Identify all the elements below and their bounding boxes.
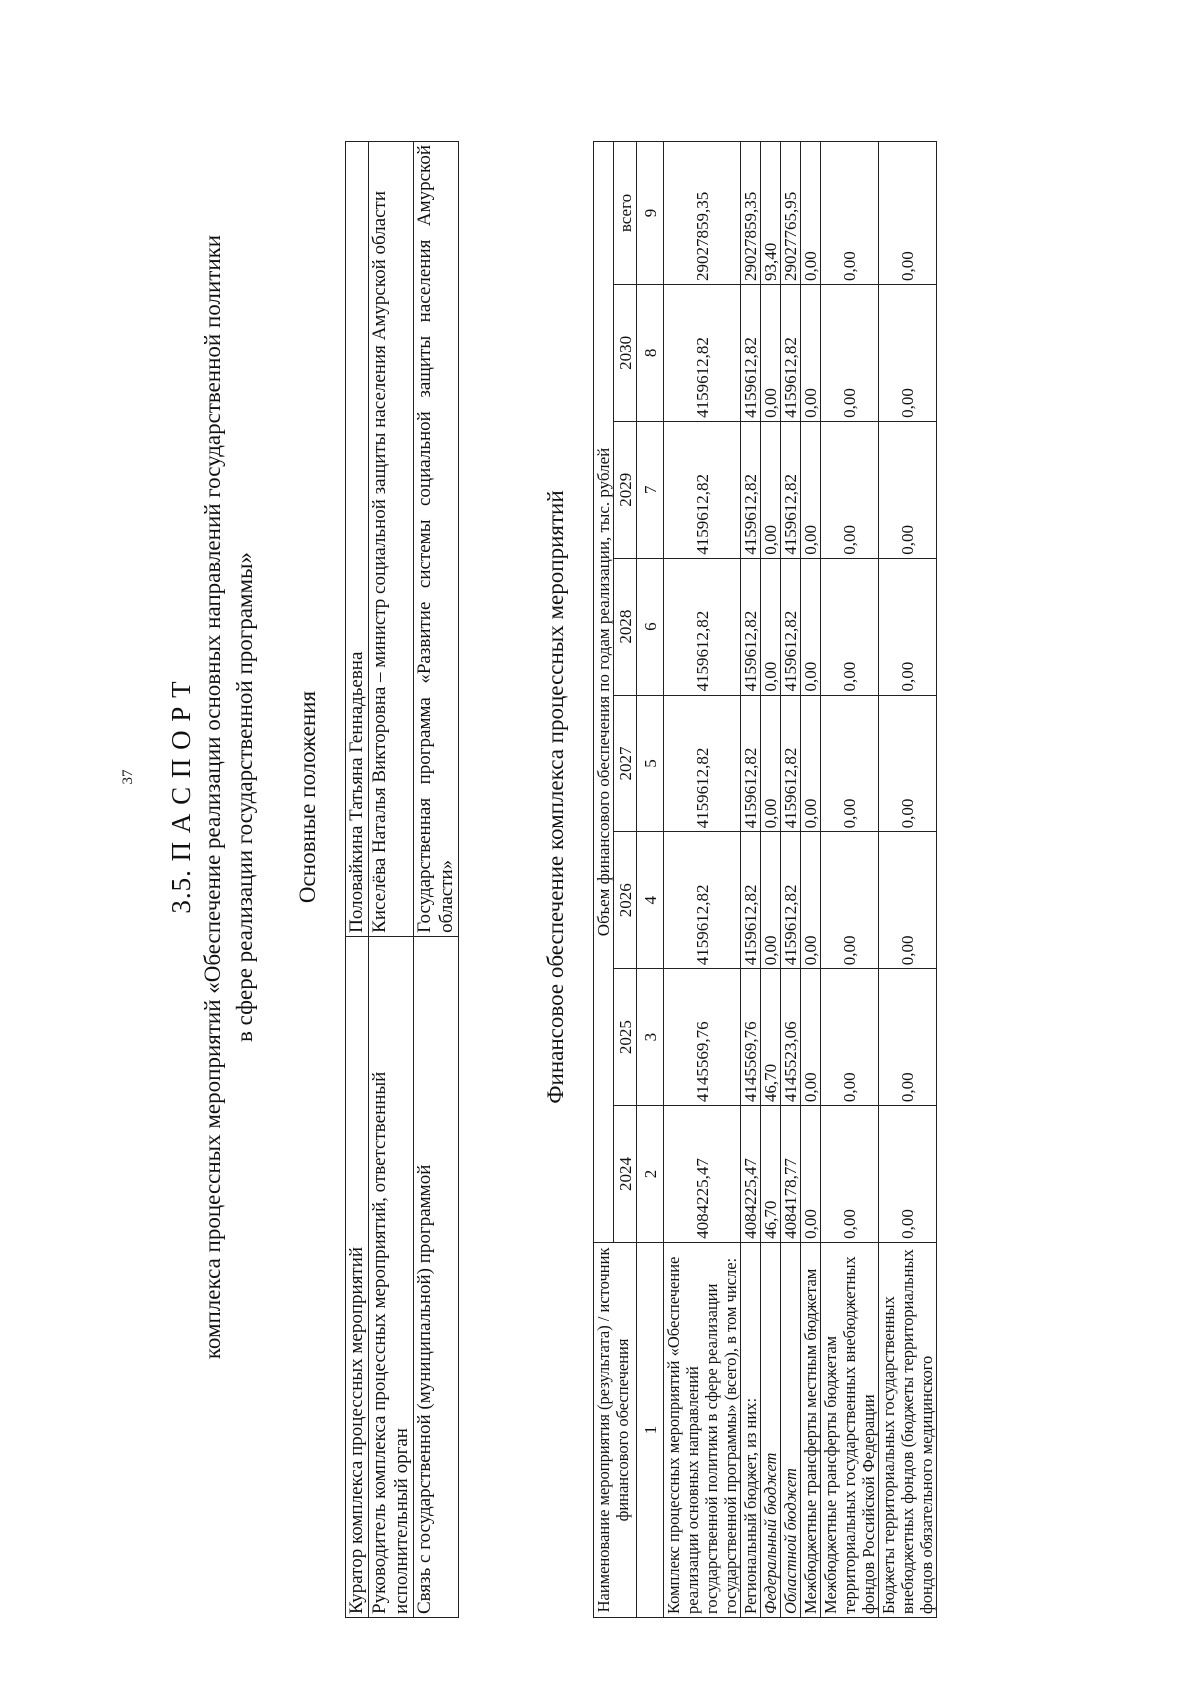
table-row <box>741 142 761 1618</box>
value-cell: 4159612,82 <box>664 285 741 422</box>
row-value: Киселёва Наталья Викторовна – министр социальной защиты населения Амурской области <box>369 142 414 937</box>
table-row <box>369 142 414 1618</box>
table-row <box>414 142 459 1618</box>
value-cell: 4159612,82 <box>741 832 761 969</box>
value-cell: 4159612,82 <box>781 832 801 969</box>
value-cell: 0,00 <box>821 558 879 695</box>
value-cell: 0,00 <box>821 421 879 558</box>
value-cell: 4159612,82 <box>741 285 761 422</box>
value-cell: 0,00 <box>801 421 821 558</box>
basic-provisions-table <box>345 141 459 1618</box>
value-cell: 0,00 <box>821 969 879 1106</box>
value-cell: 4159612,82 <box>664 421 741 558</box>
value-cell: 4159612,82 <box>741 421 761 558</box>
value-cell: 46,70 <box>761 1106 781 1243</box>
value-cell: 0,00 <box>879 832 937 969</box>
table-row <box>781 142 801 1618</box>
index-row <box>637 142 664 1618</box>
value-cell: 4084225,47 <box>664 1106 741 1243</box>
value-cell: 0,00 <box>801 969 821 1106</box>
index-cell: 1 <box>637 1242 664 1617</box>
table-row <box>879 142 937 1618</box>
value-cell: 4159612,82 <box>781 421 801 558</box>
value-cell: 0,00 <box>821 695 879 832</box>
row-name: Межбюджетные трансферты местным бюджетам <box>801 1242 821 1617</box>
value-cell: 0,00 <box>821 1106 879 1243</box>
value-cell: 93,40 <box>761 142 781 285</box>
value-cell: 4159612,82 <box>781 695 801 832</box>
index-cell: 7 <box>637 421 664 558</box>
value-cell: 4159612,82 <box>664 695 741 832</box>
value-cell: 0,00 <box>879 142 937 285</box>
value-cell: 4159612,82 <box>781 558 801 695</box>
year-cell: 2029 <box>614 421 637 558</box>
title-subtitle-line1: комплекса процессных мероприятий «Обеспечение реализации основных направлений государственной политики <box>200 234 225 1360</box>
value-cell: 0,00 <box>761 421 781 558</box>
header-volume: Объем финансового обеспечения по годам реализации, тыс. рублей <box>594 142 614 1243</box>
title-heading: 3.5. П А С П О Р Т <box>166 680 196 914</box>
value-cell: 0,00 <box>879 969 937 1106</box>
title-subtitle-line2: в сфере реализации государственной программы» <box>232 552 257 1043</box>
value-cell: 4145569,76 <box>741 969 761 1106</box>
index-cell: 3 <box>637 969 664 1106</box>
value-cell: 0,00 <box>801 1106 821 1243</box>
value-cell: 4159612,82 <box>664 558 741 695</box>
table-row <box>346 142 369 1618</box>
index-cell: 2 <box>637 1106 664 1243</box>
value-cell: 4159612,82 <box>741 695 761 832</box>
value-cell: 46,70 <box>761 969 781 1106</box>
row-name: Бюджеты территориальных государственных внебюджетных фондов (бюджеты территориальных фондов обязательного медицинского <box>879 1242 937 1617</box>
row-name: Комплекс процессных мероприятий «Обеспечение реализации основных направлений государственной политики в сфере реализации государственной программы» (всего), в том числе: <box>664 1242 741 1617</box>
row-label: Связь с государственной (муниципальной) программой <box>414 936 459 1617</box>
value-cell: 0,00 <box>821 285 879 422</box>
value-cell: 4084225,47 <box>741 1106 761 1243</box>
value-cell: 0,00 <box>761 285 781 422</box>
value-cell: 0,00 <box>801 695 821 832</box>
value-cell: 0,00 <box>879 285 937 422</box>
header-name: Наименование мероприятия (результата) / источник финансового обеспечения <box>594 1242 637 1617</box>
value-cell: 29027765,95 <box>781 142 801 285</box>
value-cell: 0,00 <box>761 558 781 695</box>
index-cell: 6 <box>637 558 664 695</box>
value-cell: 4145569,76 <box>664 969 741 1106</box>
year-cell: 2026 <box>614 832 637 969</box>
value-cell: 0,00 <box>879 695 937 832</box>
passport-title <box>165 97 261 1497</box>
row-name: Региональный бюджет, из них: <box>741 1242 761 1617</box>
row-label: Куратор комплекса процессных мероприятий <box>346 936 369 1617</box>
year-cell: 2024 <box>614 1106 637 1243</box>
index-cell: 8 <box>637 285 664 422</box>
row-name: Межбюджетные трансферты бюджетам территориальных государственных внебюджетных фондов Российской Федерации <box>821 1242 879 1617</box>
year-cell-total: всего <box>614 142 637 285</box>
value-cell: 29027859,35 <box>664 142 741 285</box>
value-cell: 4084178,77 <box>781 1106 801 1243</box>
header-row <box>594 142 614 1618</box>
row-value: Государственная программа «Развитие системы социальной защиты населения Амурской области» <box>414 142 459 937</box>
value-cell: 0,00 <box>801 285 821 422</box>
section-title-basic: Основные положения <box>295 690 320 904</box>
row-value: Половайкина Татьяна Геннадьевна <box>346 142 369 937</box>
table-row <box>664 142 741 1618</box>
value-cell: 0,00 <box>821 142 879 285</box>
value-cell: 0,00 <box>879 1106 937 1243</box>
value-cell: 0,00 <box>761 695 781 832</box>
index-cell: 5 <box>637 695 664 832</box>
table-row <box>801 142 821 1618</box>
value-cell: 0,00 <box>879 558 937 695</box>
year-cell: 2027 <box>614 695 637 832</box>
value-cell: 4159612,82 <box>664 832 741 969</box>
value-cell: 0,00 <box>761 832 781 969</box>
value-cell: 0,00 <box>821 832 879 969</box>
value-cell: 0,00 <box>801 558 821 695</box>
row-name: Областной бюджет <box>781 1242 801 1617</box>
year-cell: 2028 <box>614 558 637 695</box>
year-cell: 2030 <box>614 285 637 422</box>
value-cell: 0,00 <box>801 142 821 285</box>
page-number: 37 <box>120 769 136 785</box>
value-cell: 4145523,06 <box>781 969 801 1106</box>
table-row <box>821 142 879 1618</box>
value-cell: 0,00 <box>879 421 937 558</box>
finance-table <box>593 141 937 1618</box>
index-cell: 9 <box>637 142 664 285</box>
row-label: Руководитель комплекса процессных мероприятий, ответственный исполнительный орган <box>369 936 414 1617</box>
index-cell: 4 <box>637 832 664 969</box>
row-name: Федеральный бюджет <box>761 1242 781 1617</box>
year-cell: 2025 <box>614 969 637 1106</box>
value-cell: 4159612,82 <box>781 285 801 422</box>
value-cell: 29027859,35 <box>741 142 761 285</box>
value-cell: 4159612,82 <box>741 558 761 695</box>
value-cell: 0,00 <box>801 832 821 969</box>
table-row <box>761 142 781 1618</box>
section-title-finance: Финансовое обеспечение комплекса процессных мероприятий <box>543 490 568 1104</box>
